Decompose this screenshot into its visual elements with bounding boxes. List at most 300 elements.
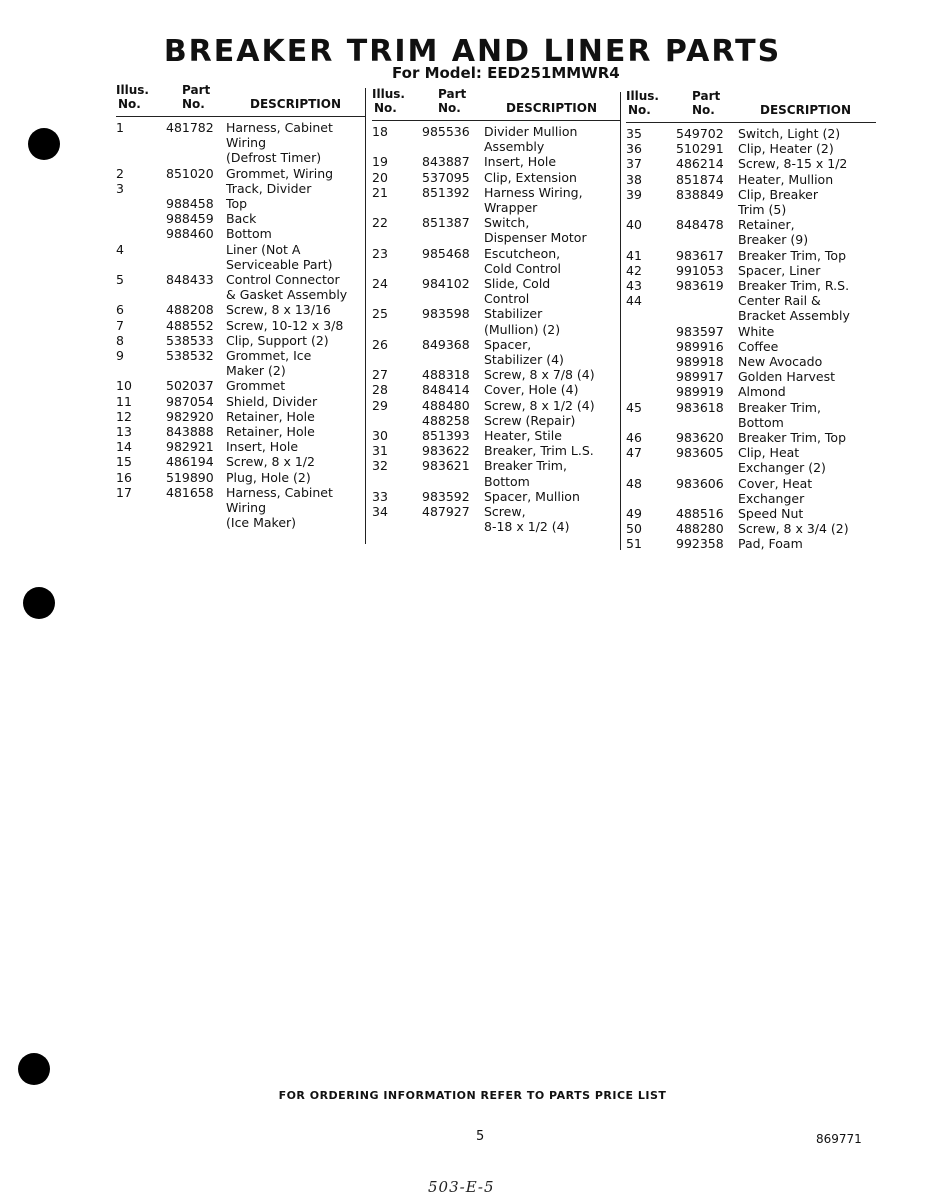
description-line: Wiring [226, 500, 267, 516]
part-row [626, 217, 876, 247]
description-line: Coffee [738, 338, 779, 354]
part-row [626, 430, 876, 445]
part-number: 851387 [422, 215, 470, 231]
illus-number: 32 [372, 458, 388, 474]
part-number: 488280 [676, 521, 724, 537]
part-description [226, 454, 366, 469]
part-number: 538533 [166, 332, 214, 348]
description-line: Screw, 8 x 1/2 [226, 454, 315, 470]
part-number: 488318 [422, 367, 470, 383]
part-row [626, 400, 876, 430]
part-description [226, 302, 366, 317]
description-line: Breaker Trim, R.S. [738, 278, 850, 294]
part-number: 481782 [166, 120, 214, 135]
description-line: Breaker Trim, Top [738, 247, 847, 263]
handwritten-mark: 503-E-5 [428, 1178, 495, 1196]
part-number: 519890 [166, 469, 214, 485]
part-description [738, 445, 876, 475]
illus-number [116, 211, 166, 226]
part-number: 481658 [166, 484, 214, 500]
description-line: Breaker, Trim L.S. [484, 443, 594, 459]
part-row [372, 246, 620, 276]
part-row [116, 302, 366, 317]
part-description [226, 394, 366, 409]
part-number: 488552 [166, 317, 214, 333]
illus-number: 30 [372, 428, 388, 444]
part-number: 488258 [422, 412, 470, 428]
part-description [484, 398, 620, 413]
page-number: 5 [476, 1129, 485, 1144]
illus-number: 41 [626, 247, 642, 263]
part-description [484, 276, 620, 306]
part-number: 848478 [676, 217, 724, 233]
description-line: Dispenser Motor [484, 230, 587, 246]
description-line: Stabilizer (4) [484, 352, 564, 368]
part-row [116, 439, 366, 454]
parts-column-3 [626, 86, 876, 552]
part-description [738, 263, 876, 278]
description-line: Wrapper [484, 200, 538, 216]
part-number: 983621 [422, 458, 470, 474]
part-description [484, 154, 620, 169]
illus-number [626, 339, 676, 354]
illus-number: 27 [372, 367, 388, 383]
part-row [372, 367, 620, 382]
part-description [484, 215, 620, 245]
part-number: 989919 [676, 384, 724, 400]
part-number: 983620 [676, 430, 724, 446]
illus-number: 36 [626, 141, 642, 157]
part-description [738, 521, 876, 536]
part-description [226, 439, 366, 454]
description-line: Control Connector [226, 272, 340, 288]
description-line: Screw, 10-12 x 3/8 [226, 317, 344, 333]
part-number: 510291 [676, 141, 724, 157]
description-line: Heater, Mullion [738, 171, 834, 187]
illus-number: 24 [372, 276, 388, 292]
description-line: Screw, 8 x 13/16 [226, 302, 331, 318]
illus-header: Illus. [626, 89, 659, 103]
part-row [626, 187, 876, 217]
illus-header: Illus. [116, 83, 149, 97]
part-row [626, 324, 876, 339]
description-line: 8-18 x 1/2 (4) [484, 519, 570, 535]
part-no-header: No. [182, 97, 205, 111]
part-number: 983618 [676, 399, 724, 415]
description-line: Serviceable Part) [226, 256, 333, 272]
illus-number: 47 [626, 445, 642, 461]
part-row [372, 428, 620, 443]
model-subtitle: For Model: EED251MMWR4 [392, 64, 620, 82]
description-line: Bottom [484, 473, 530, 489]
part-number: 851020 [166, 165, 214, 181]
part-description [484, 170, 620, 185]
part-number: 838849 [676, 186, 724, 202]
illus-number: 12 [116, 408, 132, 424]
description-line: Clip, Heater (2) [738, 141, 834, 157]
description-line: Spacer, Liner [738, 262, 821, 278]
part-description [226, 242, 366, 272]
part-number: 488480 [422, 397, 470, 413]
illus-number: 28 [372, 382, 388, 398]
description-line: Harness Wiring, [484, 184, 583, 200]
column-header [116, 80, 366, 117]
illus-no-header: No. [628, 103, 651, 117]
description-line: Assembly [484, 139, 545, 155]
part-description [226, 424, 366, 439]
part-row [116, 424, 366, 439]
part-row [116, 318, 366, 333]
part-description [738, 536, 876, 551]
illus-number: 6 [116, 302, 124, 318]
ordering-note: FOR ORDERING INFORMATION REFER TO PARTS PRICE LIST [278, 1089, 667, 1102]
part-row [116, 470, 366, 485]
part-header: Part [182, 83, 211, 97]
part-row [626, 126, 876, 141]
part-description [738, 400, 876, 430]
description-line: Spacer, [484, 336, 532, 352]
part-number: 982921 [166, 439, 214, 455]
description-header: DESCRIPTION [250, 97, 342, 111]
description-header: DESCRIPTION [760, 103, 852, 117]
description-line: Cover, Heat [738, 475, 813, 491]
description-line: Plug, Hole (2) [226, 469, 311, 485]
illus-number: 35 [626, 126, 642, 141]
page-title: BREAKER TRIM AND LINER PARTS [163, 34, 782, 69]
part-description [738, 278, 876, 293]
part-number: 486194 [166, 454, 214, 470]
illus-number: 34 [372, 504, 388, 520]
illus-number [626, 354, 676, 369]
part-row [116, 394, 366, 409]
part-number: 985468 [422, 245, 470, 261]
description-line: White [738, 323, 775, 339]
part-row [116, 181, 366, 196]
description-header: DESCRIPTION [506, 101, 598, 115]
part-description [226, 181, 366, 196]
part-row [626, 476, 876, 506]
part-number: 488208 [166, 302, 214, 318]
description-line: Harness, Cabinet [226, 484, 333, 500]
illus-number: 44 [626, 293, 642, 309]
illus-number: 1 [116, 120, 124, 135]
part-row [116, 454, 366, 469]
part-row [372, 443, 620, 458]
illus-number: 11 [116, 393, 132, 409]
part-description [484, 185, 620, 215]
part-row [626, 339, 876, 354]
part-description [484, 458, 620, 488]
illus-no-header: No. [118, 97, 141, 111]
description-line: Liner (Not A [226, 241, 301, 257]
illus-no-header: No. [374, 101, 397, 115]
part-description [226, 409, 366, 424]
illus-number: 20 [372, 169, 388, 185]
part-header: Part [438, 87, 467, 101]
description-line: Switch, [484, 215, 530, 231]
part-number: 537095 [422, 169, 470, 185]
part-description [226, 272, 366, 302]
part-row [626, 293, 876, 323]
description-line: Switch, Light (2) [738, 126, 841, 141]
part-row [116, 166, 366, 181]
part-row [626, 384, 876, 399]
part-row [626, 506, 876, 521]
description-line: Clip, Extension [484, 169, 577, 185]
part-row [372, 215, 620, 245]
description-line: Slide, Cold [484, 276, 551, 292]
part-row [372, 124, 620, 154]
part-description [226, 470, 366, 485]
description-line: New Avocado [738, 354, 823, 370]
description-line: Heater, Stile [484, 428, 562, 444]
part-number [166, 242, 226, 272]
part-row [372, 306, 620, 336]
part-description [484, 413, 620, 428]
part-description [738, 293, 876, 323]
description-line: Top [226, 196, 248, 212]
description-line: Grommet, Wiring [226, 165, 334, 181]
part-description [738, 430, 876, 445]
part-number: 843888 [166, 424, 214, 440]
description-line: (Ice Maker) [226, 515, 297, 531]
illus-number: 50 [626, 521, 642, 537]
part-description [738, 339, 876, 354]
description-line: Cover, Hole (4) [484, 382, 579, 398]
description-line: Bottom [226, 226, 272, 242]
document-number: 869771 [816, 1132, 862, 1146]
part-description [738, 384, 876, 399]
part-description [484, 367, 620, 382]
part-number: 988460 [166, 226, 214, 242]
illus-number: 15 [116, 454, 132, 470]
part-row [626, 172, 876, 187]
part-number [166, 181, 226, 196]
description-line: Insert, Hole [484, 154, 557, 170]
description-line: Screw, 8 x 3/4 (2) [738, 521, 849, 537]
part-row [626, 263, 876, 278]
part-number: 991053 [676, 262, 724, 278]
part-row [372, 185, 620, 215]
description-line: Exchanger [738, 490, 805, 506]
description-line: (Mullion) (2) [484, 321, 561, 337]
part-row [116, 242, 366, 272]
illus-number: 42 [626, 262, 642, 278]
description-line: Shield, Divider [226, 393, 318, 409]
parts-column-1 [116, 80, 366, 530]
part-number: 851393 [422, 428, 470, 444]
illus-number: 31 [372, 443, 388, 459]
part-description [226, 120, 366, 166]
description-line: Bracket Assembly [738, 308, 850, 324]
part-number: 502037 [166, 378, 214, 394]
illus-number: 46 [626, 430, 642, 446]
part-description [484, 382, 620, 397]
illus-number: 37 [626, 156, 642, 172]
part-number: 983606 [676, 475, 724, 491]
part-row [116, 333, 366, 348]
part-number: 849368 [422, 336, 470, 352]
part-row [372, 170, 620, 185]
illus-number [116, 196, 166, 211]
part-number: 983597 [676, 323, 724, 339]
part-header: Part [692, 89, 721, 103]
description-line: Control [484, 291, 530, 307]
part-description [484, 306, 620, 336]
description-line: Clip, Heat [738, 445, 800, 461]
part-row [372, 458, 620, 488]
description-line: Center Rail & [738, 293, 821, 309]
description-line: Divider Mullion [484, 124, 578, 139]
description-line: (Defrost Timer) [226, 150, 322, 166]
description-line: Stabilizer [484, 306, 543, 322]
description-line: Breaker Trim, [484, 458, 567, 474]
description-line: Almond [738, 384, 786, 400]
part-row [116, 272, 366, 302]
illus-number: 48 [626, 475, 642, 491]
part-number: 983592 [422, 488, 470, 504]
illus-number [116, 226, 166, 241]
part-number: 486214 [676, 156, 724, 172]
part-number: 848414 [422, 382, 470, 398]
illus-number: 17 [116, 484, 132, 500]
part-description [226, 166, 366, 181]
illus-number: 33 [372, 488, 388, 504]
part-description [738, 476, 876, 506]
part-description [738, 248, 876, 263]
description-line: Exchanger (2) [738, 460, 826, 476]
part-number: 985536 [422, 124, 470, 139]
parts-list [116, 120, 366, 530]
part-number: 843887 [422, 154, 470, 170]
part-description [738, 187, 876, 217]
part-description [738, 354, 876, 369]
description-line: Insert, Hole [226, 439, 299, 455]
part-number: 549702 [676, 126, 724, 141]
part-number: 983619 [676, 278, 724, 294]
part-row [372, 276, 620, 306]
part-row [626, 445, 876, 475]
part-number: 989917 [676, 369, 724, 385]
part-row [372, 382, 620, 397]
illus-number: 40 [626, 217, 642, 233]
description-line: Breaker (9) [738, 232, 809, 248]
description-line: Screw, 8 x 1/2 (4) [484, 397, 595, 413]
illus-number: 19 [372, 154, 388, 170]
description-line: Breaker Trim, [738, 399, 821, 415]
illus-number: 25 [372, 306, 388, 322]
part-description [738, 506, 876, 521]
illus-number: 49 [626, 506, 642, 522]
part-row [116, 226, 366, 241]
description-line: Screw, 8-15 x 1/2 [738, 156, 848, 172]
description-line: Pad, Foam [738, 536, 803, 552]
illus-number [626, 369, 676, 384]
description-line: Breaker Trim, Top [738, 430, 847, 446]
description-line: Retainer, [738, 217, 795, 233]
part-description [484, 489, 620, 504]
part-description [738, 126, 876, 141]
description-line: Clip, Support (2) [226, 332, 329, 348]
part-number: 983598 [422, 306, 470, 322]
description-line: Wiring [226, 135, 267, 151]
part-row [372, 413, 620, 428]
illus-number: 10 [116, 378, 132, 394]
part-row [626, 141, 876, 156]
part-number: 983622 [422, 443, 470, 459]
part-row [372, 489, 620, 504]
illus-number: 23 [372, 245, 388, 261]
illus-number: 38 [626, 171, 642, 187]
part-description [226, 196, 366, 211]
part-description [484, 428, 620, 443]
part-row [116, 378, 366, 393]
part-number: 984102 [422, 276, 470, 292]
part-number: 983605 [676, 445, 724, 461]
part-description [226, 378, 366, 393]
part-description [484, 337, 620, 367]
description-line: Speed Nut [738, 506, 804, 522]
description-line: Maker (2) [226, 363, 286, 379]
illus-number: 5 [116, 272, 124, 288]
part-row [372, 154, 620, 169]
part-number: 982920 [166, 408, 214, 424]
part-row [116, 485, 366, 531]
illus-number: 22 [372, 215, 388, 231]
part-description [484, 246, 620, 276]
parts-list [372, 124, 620, 534]
description-line: Trim (5) [738, 202, 787, 218]
part-number: 488516 [676, 506, 724, 522]
part-number: 988458 [166, 196, 214, 212]
description-line: Cold Control [484, 260, 561, 276]
part-row [116, 196, 366, 211]
part-description [226, 318, 366, 333]
part-row [116, 211, 366, 226]
part-row [116, 409, 366, 424]
illus-number [626, 384, 676, 399]
description-line: Spacer, Mullion [484, 488, 580, 504]
part-row [626, 156, 876, 171]
part-description [738, 217, 876, 247]
illus-number: 13 [116, 424, 132, 440]
part-row [372, 504, 620, 534]
description-line: Screw (Repair) [484, 412, 576, 428]
part-number: 983617 [676, 247, 724, 263]
description-line: Harness, Cabinet [226, 120, 333, 135]
illus-header: Illus. [372, 87, 405, 101]
part-no-header: No. [692, 103, 715, 117]
part-description [484, 124, 620, 154]
part-number: 851874 [676, 171, 724, 187]
illus-number: 2 [116, 165, 124, 181]
part-number: 851392 [422, 184, 470, 200]
illus-number: 51 [626, 536, 642, 552]
part-no-header: No. [438, 101, 461, 115]
part-description [226, 226, 366, 241]
illus-number [626, 324, 676, 339]
part-row [116, 120, 366, 166]
description-line: Retainer, Hole [226, 408, 315, 424]
column-header [372, 84, 620, 121]
description-line: Grommet, Ice [226, 348, 312, 364]
illus-number [372, 413, 422, 428]
illus-number: 29 [372, 397, 388, 413]
part-row [372, 398, 620, 413]
part-description [226, 333, 366, 348]
column-divider-2 [620, 92, 621, 550]
illus-number: 7 [116, 317, 124, 333]
